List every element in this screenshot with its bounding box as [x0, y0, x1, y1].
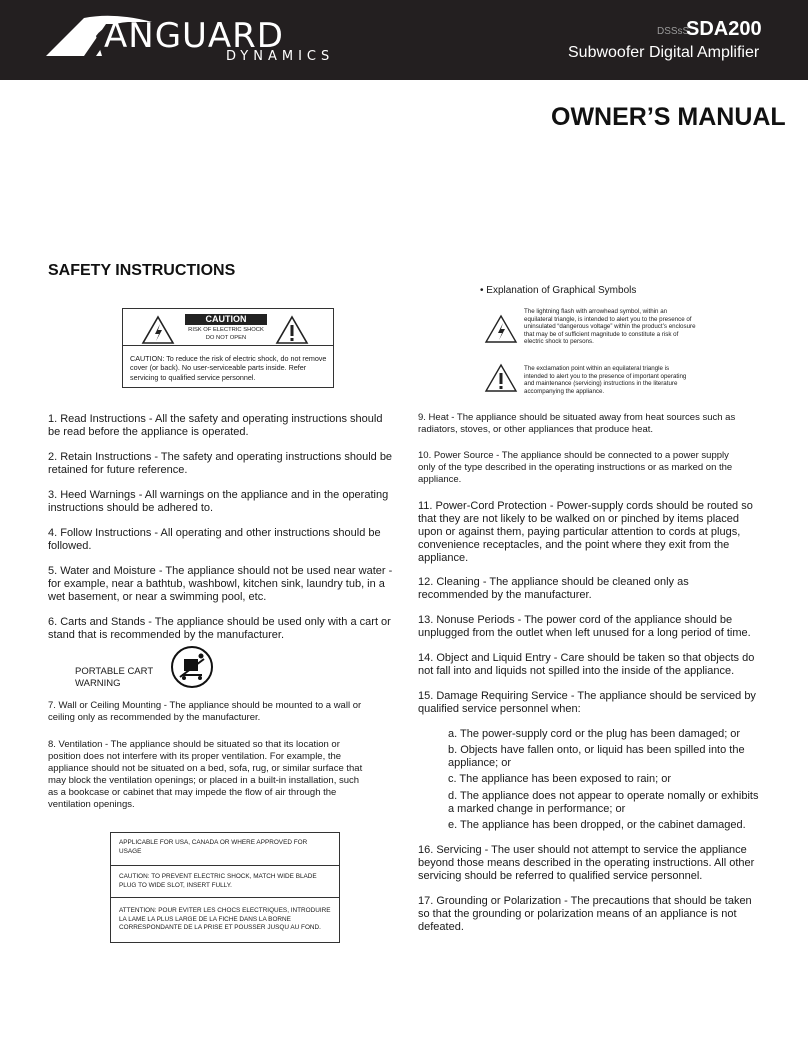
- lightning-symbol-icon: [484, 314, 518, 344]
- plug-divider: [111, 865, 339, 866]
- caution-label: [122, 308, 334, 388]
- instruction-item: 15. Damage Requiring Service - The appliance should be serviced by qualified service personnel when:: [418, 690, 756, 715]
- header-bar: [0, 0, 808, 80]
- symbols-heading: • Explanation of Graphical Symbols: [480, 285, 637, 296]
- caution-heading: CAUTION: [185, 314, 267, 325]
- instruction-item: 11. Power-Cord Protection - Power-supply cords should be routed so that they are not likely to be walked on or pinched by items placed upon or against them, paying particular attention to cords at plugs, convenience receptacles, and the point where they exit from the appliance.: [418, 500, 753, 564]
- instruction-item: 17. Grounding or Polarization - The precautions that should be taken so that the grounding or polarization means of an appliance is not defeated.: [418, 895, 752, 933]
- plug-applicable-text: APPLICABLE FOR USA, CANADA OR WHERE APPROVED FOR USAGE: [119, 839, 308, 855]
- instruction-item: 3. Heed Warnings - All warnings on the appliance and in the operating instructions should be adhered to.: [48, 489, 389, 514]
- instruction-item: 7. Wall or Ceiling Mounting - The appliance should be mounted to a wall or ceiling only as recommended by the manufacturer.: [48, 700, 362, 723]
- lightning-warning-icon: [141, 315, 175, 345]
- caution-risk-text: RISK OF ELECTRIC SHOCK: [188, 327, 264, 333]
- instruction-item: 2. Retain Instructions - The safety and operating instructions should be retained for future reference.: [48, 451, 393, 476]
- instruction-item: 1. Read Instructions - All the safety and operating instructions should be read before the appliance is operated.: [48, 413, 383, 438]
- plug-divider: [111, 897, 339, 898]
- product-subtitle: Subwoofer Digital Amplifier: [568, 44, 760, 61]
- cart-warning-line1: PORTABLE CART: [75, 666, 154, 677]
- instruction-item: 9. Heat - The appliance should be situated away from heat sources such as radiators, stoves, or other appliances that produce heat.: [418, 412, 736, 435]
- instruction-item: 8. Ventilation - The appliance should be situated so that its location or position does not interfere with its proper ventilation. For example, the appliance should not be situated on a bed, sofa, rug, or similar surface that may block the ventilation openings; or placed in a built-in installation, such as a bookcase or cabinet that may impede the flow of air through the ventilation openings.: [48, 739, 363, 810]
- section-title: SAFETY INSTRUCTIONS: [48, 262, 236, 279]
- service-list-item: a. The power-supply cord or the plug has been damaged; or: [448, 728, 741, 740]
- model-number: SDA200: [686, 18, 762, 40]
- instruction-item: 10. Power Source - The appliance should be connected to a power supply only of the type described in the operating instructions or as marked on the appliance.: [418, 450, 733, 485]
- model-prefix: DSSsS: [657, 26, 690, 37]
- brand-name: ANGUARD: [104, 16, 284, 56]
- instruction-item: 6. Carts and Stands - The appliance should be used only with a cart or stand that is recommended by the manufacturer.: [48, 616, 391, 641]
- instruction-item: 16. Servicing - The user should not attempt to service the appliance beyond those means described in the operating instructions. All other servicing should be referred to qualified service personnel.: [418, 844, 755, 882]
- exclamation-warning-icon: [275, 315, 309, 345]
- exclamation-symbol-icon: [484, 363, 518, 393]
- plug-attention-text: ATTENTION: POUR EVITER LES CHOCS ELECTRIQUES, INTRODUIRE LA LAME LA PLUS LARGE DE LA FICHE DANS LA BORNE CORRESPONDANTE DE LA PRISE ET POUSSER JUSQU AU FOND.: [119, 907, 331, 931]
- caution-do-not-open: DO NOT OPEN: [205, 335, 247, 341]
- cart-warning-line2: WARNING: [75, 678, 121, 689]
- lightning-explanation: The lightning flash with arrowhead symbol, within an equilateral triangle, is intended to alert you to the presence of uninsulated “dangerous voltage” within the product’s enclosure that may be of sufficient magnitude to constitute a risk of electric shock to persons.: [524, 308, 696, 346]
- caution-divider: [123, 345, 333, 346]
- instruction-item: 4. Follow Instructions - All operating and other instructions should be followed.: [48, 527, 381, 552]
- service-list-item: e. The appliance has been dropped, or the cabinet damaged.: [448, 819, 746, 831]
- service-list-item: d. The appliance does not appear to operate nomally or exhibits a marked change in performance; or: [448, 790, 759, 815]
- plug-caution-box: [110, 832, 340, 943]
- instruction-item: 12. Cleaning - The appliance should be cleaned only as recommended by the manufacturer.: [418, 576, 689, 601]
- exclamation-explanation: The exclamation point within an equilateral triangle is intended to alert you to the presence of important operating and maintenance (servicing) instructions in the literature accompanying the appliance.: [524, 365, 687, 395]
- instruction-item: 13. Nonuse Periods - The power cord of the appliance should be unplugged from the outlet when left unused for a long period of time.: [418, 614, 751, 639]
- service-list-item: c. The appliance has been exposed to rain; or: [448, 773, 672, 785]
- plug-caution-text: CAUTION: TO PREVENT ELECTRIC SHOCK, MATCH WIDE BLADE PLUG TO WIDE SLOT, INSERT FULLY.: [119, 873, 317, 889]
- cart-warning-icon: [170, 645, 214, 689]
- instruction-item: 5. Water and Moisture - The appliance should not be used near water - for example, near a bathtub, washbowl, kitchen sink, laundry tub, in a wet basement, or near a swimming pool, etc.: [48, 565, 393, 603]
- caution-text: CAUTION: To reduce the risk of electric shock, do not remove cover (or back). No user-serviceable parts inside. Refer servicing to qualified service personnel.: [130, 354, 327, 382]
- service-list-item: b. Objects have fallen onto, or liquid has been spilled into the appliance; or: [448, 744, 745, 769]
- page-title: OWNER’S MANUAL: [551, 103, 786, 131]
- instruction-item: 14. Object and Liquid Entry - Care should be taken so that objects do not fall into and liquids not spilled into the inside of the appliance.: [418, 652, 755, 677]
- brand-subtitle: DYNAMICS: [226, 49, 335, 64]
